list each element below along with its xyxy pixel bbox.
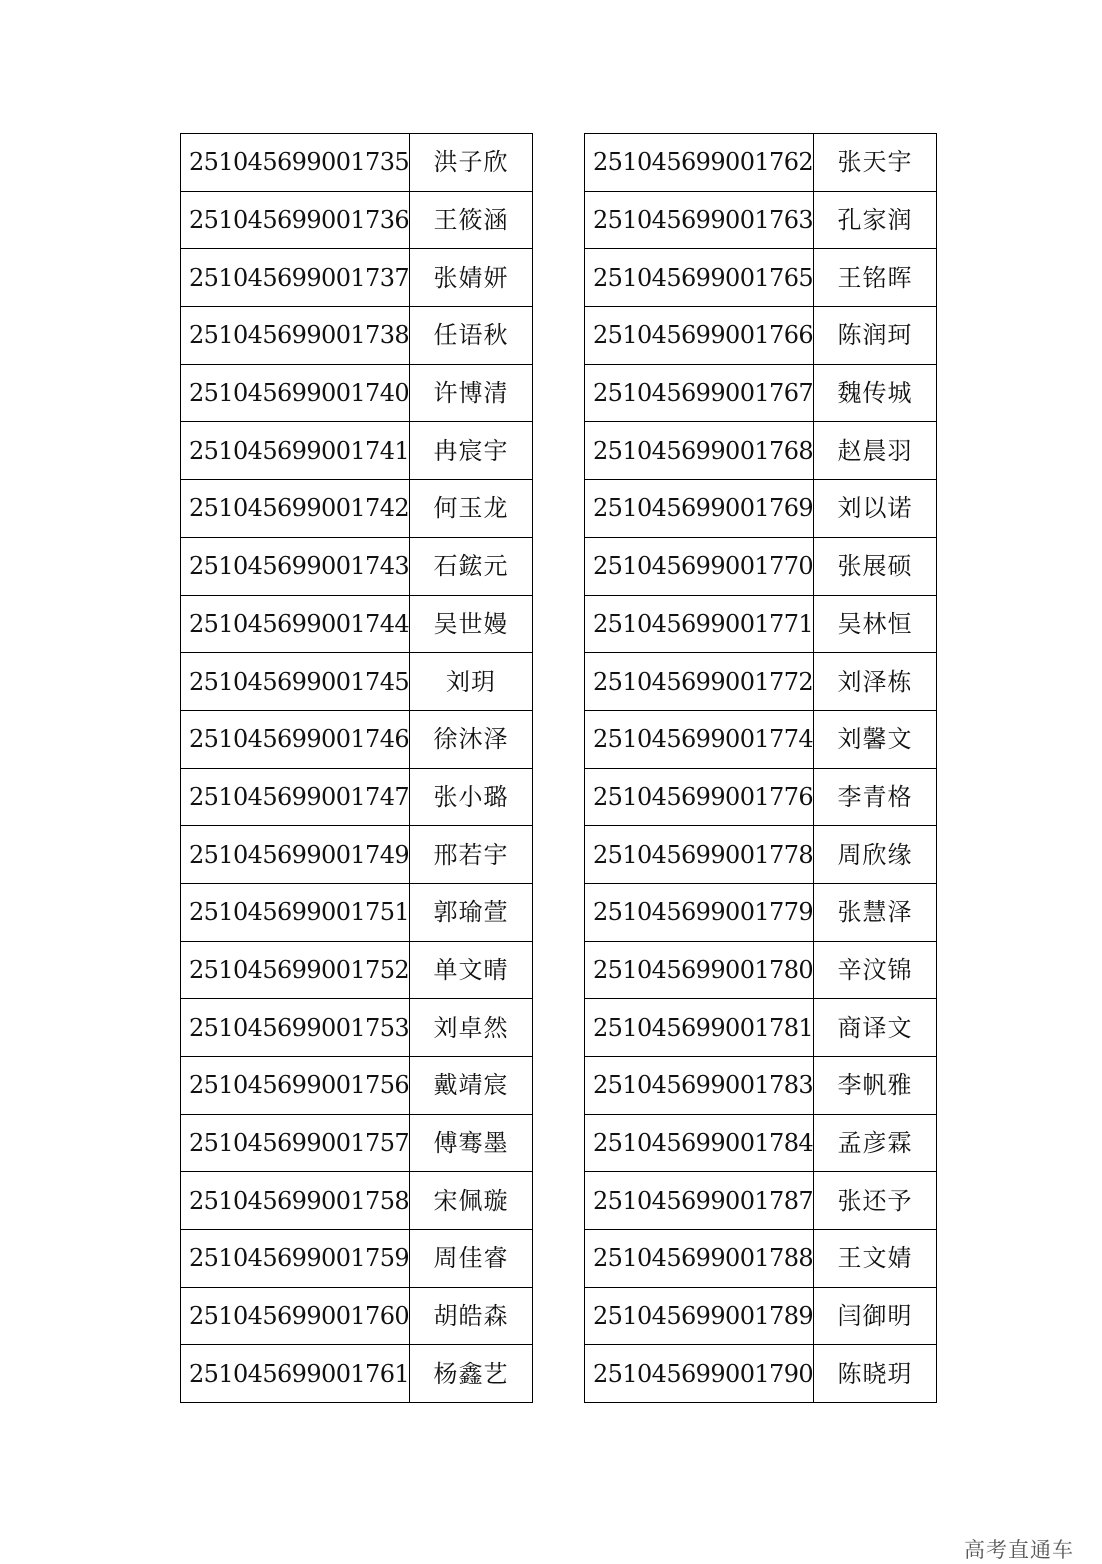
table-row xyxy=(585,191,937,249)
student-table-left xyxy=(180,133,533,1403)
exam-number-cell: 251045699001735 xyxy=(181,134,410,192)
table-row xyxy=(181,422,533,480)
table-row xyxy=(585,941,937,999)
student-name-cell: 周欣缘 xyxy=(814,826,937,884)
student-name-cell: 王筱涵 xyxy=(410,191,533,249)
exam-number-cell: 251045699001752 xyxy=(181,941,410,999)
table-row xyxy=(181,710,533,768)
table-row xyxy=(181,1287,533,1345)
table-row xyxy=(585,826,937,884)
table-row xyxy=(181,364,533,422)
student-name-cell: 李帆雅 xyxy=(814,1057,937,1115)
table-row xyxy=(585,1172,937,1230)
student-name-cell: 李青格 xyxy=(814,768,937,826)
student-table-right xyxy=(584,133,937,1403)
table-row xyxy=(585,1287,937,1345)
student-name-cell: 刘馨文 xyxy=(814,710,937,768)
exam-number-cell: 251045699001743 xyxy=(181,537,410,595)
exam-number-cell: 251045699001740 xyxy=(181,364,410,422)
table-row xyxy=(585,307,937,365)
table-row xyxy=(181,768,533,826)
student-name-cell: 刘以诺 xyxy=(814,480,937,538)
table-row xyxy=(585,134,937,192)
student-table-right-body xyxy=(585,134,937,1403)
table-row xyxy=(585,595,937,653)
table-row xyxy=(585,537,937,595)
exam-number-cell: 251045699001769 xyxy=(585,480,814,538)
exam-number-cell: 251045699001787 xyxy=(585,1172,814,1230)
exam-number-cell: 251045699001736 xyxy=(181,191,410,249)
exam-number-cell: 251045699001770 xyxy=(585,537,814,595)
exam-number-cell: 251045699001772 xyxy=(585,653,814,711)
exam-number-cell: 251045699001745 xyxy=(181,653,410,711)
exam-number-cell: 251045699001774 xyxy=(585,710,814,768)
student-name-cell: 吴世嫚 xyxy=(410,595,533,653)
student-name-cell: 魏传城 xyxy=(814,364,937,422)
student-name-cell: 张婧妍 xyxy=(410,249,533,307)
watermark-text: 高考直通车 xyxy=(964,1538,1074,1562)
table-row xyxy=(181,999,533,1057)
table-row xyxy=(181,1114,533,1172)
table-row xyxy=(585,768,937,826)
student-name-cell: 王文婧 xyxy=(814,1230,937,1288)
student-name-cell: 孟彦霖 xyxy=(814,1114,937,1172)
exam-number-cell: 251045699001763 xyxy=(585,191,814,249)
exam-number-cell: 251045699001746 xyxy=(181,710,410,768)
student-name-cell: 冉宸宇 xyxy=(410,422,533,480)
table-row xyxy=(181,480,533,538)
table-row xyxy=(181,1345,533,1403)
table-row xyxy=(181,134,533,192)
table-row xyxy=(181,249,533,307)
student-name-cell: 陈润珂 xyxy=(814,307,937,365)
exam-number-cell: 251045699001747 xyxy=(181,768,410,826)
student-name-cell: 刘玥 xyxy=(410,653,533,711)
exam-number-cell: 251045699001744 xyxy=(181,595,410,653)
exam-number-cell: 251045699001771 xyxy=(585,595,814,653)
student-name-cell: 洪子欣 xyxy=(410,134,533,192)
table-row xyxy=(585,480,937,538)
exam-number-cell: 251045699001778 xyxy=(585,826,814,884)
student-name-cell: 宋佩璇 xyxy=(410,1172,533,1230)
table-row xyxy=(585,249,937,307)
exam-number-cell: 251045699001779 xyxy=(585,883,814,941)
exam-number-cell: 251045699001790 xyxy=(585,1345,814,1403)
table-row xyxy=(585,364,937,422)
exam-number-cell: 251045699001781 xyxy=(585,999,814,1057)
student-name-cell: 刘泽栋 xyxy=(814,653,937,711)
table-row xyxy=(181,941,533,999)
exam-number-cell: 251045699001741 xyxy=(181,422,410,480)
exam-number-cell: 251045699001780 xyxy=(585,941,814,999)
student-name-cell: 郭瑜萱 xyxy=(410,883,533,941)
table-row xyxy=(181,826,533,884)
exam-number-cell: 251045699001742 xyxy=(181,480,410,538)
student-name-cell: 单文晴 xyxy=(410,941,533,999)
student-name-cell: 陈晓玥 xyxy=(814,1345,937,1403)
exam-number-cell: 251045699001788 xyxy=(585,1230,814,1288)
student-name-cell: 吴林恒 xyxy=(814,595,937,653)
table-row xyxy=(585,653,937,711)
exam-number-cell: 251045699001767 xyxy=(585,364,814,422)
table-row xyxy=(181,1057,533,1115)
table-row xyxy=(181,595,533,653)
student-name-cell: 张还予 xyxy=(814,1172,937,1230)
exam-number-cell: 251045699001749 xyxy=(181,826,410,884)
student-name-cell: 邢若宇 xyxy=(410,826,533,884)
student-name-cell: 闫御明 xyxy=(814,1287,937,1345)
student-name-cell: 许博清 xyxy=(410,364,533,422)
table-row xyxy=(585,1057,937,1115)
table-row xyxy=(181,1230,533,1288)
student-name-cell: 张小璐 xyxy=(410,768,533,826)
student-name-cell: 孔家润 xyxy=(814,191,937,249)
exam-number-cell: 251045699001776 xyxy=(585,768,814,826)
student-name-cell: 赵晨羽 xyxy=(814,422,937,480)
table-row xyxy=(585,883,937,941)
exam-number-cell: 251045699001756 xyxy=(181,1057,410,1115)
exam-number-cell: 251045699001753 xyxy=(181,999,410,1057)
exam-number-cell: 251045699001768 xyxy=(585,422,814,480)
student-name-cell: 张天宇 xyxy=(814,134,937,192)
table-row xyxy=(585,999,937,1057)
exam-number-cell: 251045699001765 xyxy=(585,249,814,307)
exam-number-cell: 251045699001758 xyxy=(181,1172,410,1230)
student-name-cell: 戴靖宸 xyxy=(410,1057,533,1115)
table-row xyxy=(585,1345,937,1403)
student-name-cell: 徐沐泽 xyxy=(410,710,533,768)
table-row xyxy=(585,1114,937,1172)
student-table-left-body xyxy=(181,134,533,1403)
table-row xyxy=(181,191,533,249)
table-row xyxy=(181,883,533,941)
student-name-cell: 石鋐元 xyxy=(410,537,533,595)
table-row xyxy=(585,1230,937,1288)
exam-number-cell: 251045699001759 xyxy=(181,1230,410,1288)
exam-number-cell: 251045699001751 xyxy=(181,883,410,941)
student-name-cell: 杨鑫艺 xyxy=(410,1345,533,1403)
table-row xyxy=(181,1172,533,1230)
student-name-cell: 王铭晖 xyxy=(814,249,937,307)
exam-number-cell: 251045699001784 xyxy=(585,1114,814,1172)
table-row xyxy=(181,307,533,365)
exam-number-cell: 251045699001783 xyxy=(585,1057,814,1115)
exam-number-cell: 251045699001761 xyxy=(181,1345,410,1403)
student-name-cell: 傅骞墨 xyxy=(410,1114,533,1172)
student-name-cell: 辛汶锦 xyxy=(814,941,937,999)
student-name-cell: 胡皓森 xyxy=(410,1287,533,1345)
exam-number-cell: 251045699001762 xyxy=(585,134,814,192)
student-name-cell: 张展硕 xyxy=(814,537,937,595)
exam-number-cell: 251045699001789 xyxy=(585,1287,814,1345)
table-row xyxy=(585,422,937,480)
exam-number-cell: 251045699001738 xyxy=(181,307,410,365)
exam-number-cell: 251045699001737 xyxy=(181,249,410,307)
table-row xyxy=(181,537,533,595)
table-row xyxy=(181,653,533,711)
exam-number-cell: 251045699001760 xyxy=(181,1287,410,1345)
student-name-cell: 任语秋 xyxy=(410,307,533,365)
student-name-cell: 何玉龙 xyxy=(410,480,533,538)
table-row xyxy=(585,710,937,768)
exam-number-cell: 251045699001757 xyxy=(181,1114,410,1172)
student-name-cell: 刘卓然 xyxy=(410,999,533,1057)
exam-number-cell: 251045699001766 xyxy=(585,307,814,365)
student-name-cell: 商译文 xyxy=(814,999,937,1057)
student-name-cell: 张慧泽 xyxy=(814,883,937,941)
student-name-cell: 周佳睿 xyxy=(410,1230,533,1288)
